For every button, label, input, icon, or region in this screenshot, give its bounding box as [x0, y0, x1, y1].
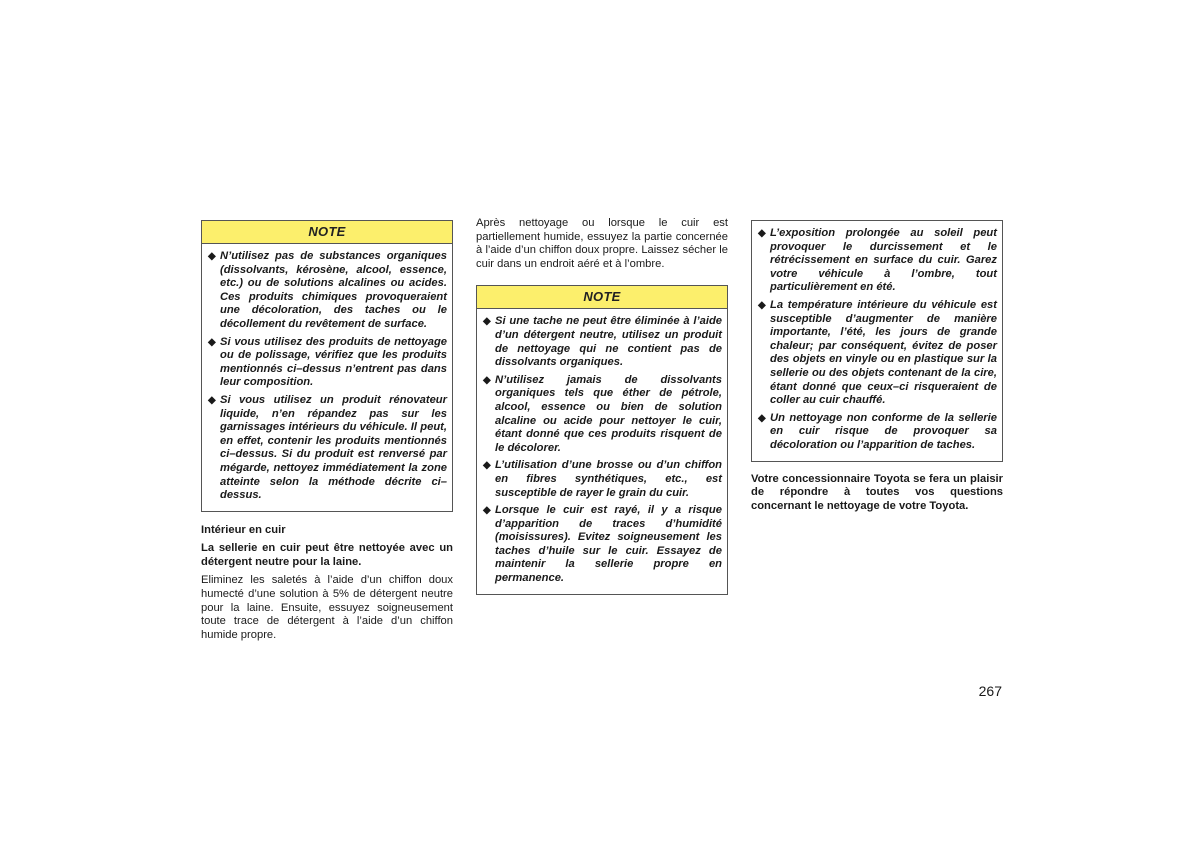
note-item — [208, 336, 447, 390]
note-item — [483, 315, 722, 369]
diamond-bullet-icon: ◆ — [208, 336, 216, 348]
note-item — [208, 394, 447, 503]
bold-paragraph: Votre concessionnaire Toyota se fera un plaisir de répondre à toutes vos questions concernant le nettoyage de votre Toyota. — [751, 472, 1003, 512]
diamond-bullet-icon: ◆ — [483, 505, 491, 517]
note-box-continued — [751, 220, 1003, 462]
note-item — [483, 459, 722, 500]
note-title: NOTE — [477, 286, 727, 309]
diamond-bullet-icon: ◆ — [758, 299, 766, 311]
page-number: 267 — [978, 683, 1002, 699]
diamond-bullet-icon: ◆ — [758, 412, 766, 424]
note-item-text: Lorsque le cuir est rayé, il y a risque d’apparition de traces d’humidité (moisissures). Evitez soigneusement les taches d’huile sur le cuir. Essayez de maintenir la sellerie propre en permanence. — [495, 504, 722, 585]
note-item-text: L’exposition prolongée au soleil peut provoquer le durcissement et le rétrécissement en surface du cuir. Garez votre véhicule à l’ombre, tout particulièrement en été. — [770, 227, 997, 294]
diamond-bullet-icon: ◆ — [483, 374, 491, 386]
note-item-text: Si une tache ne peut être éliminée à l’aide d’un détergent neutre, utilisez un produit de nettoyage qui ne contient pas de dissolvants organiques. — [495, 315, 722, 369]
diamond-bullet-icon: ◆ — [208, 394, 216, 406]
note-body — [477, 309, 727, 593]
column-2 — [476, 217, 728, 595]
note-item-text: La température intérieure du véhicule est susceptible d’augmenter de manière importante, l’été, les jours de grande chaleur; par conséquent, évitez de poser des objets en vinyle ou en plastique sur la sellerie ou des objets contenant de la cire, étant donné que ceux–ci risqueraient de coller au cuir chauffé. — [770, 298, 997, 407]
note-item — [758, 299, 997, 408]
diamond-bullet-icon: ◆ — [483, 316, 491, 328]
note-body — [202, 244, 452, 511]
note-item — [758, 412, 997, 453]
body-paragraph: Après nettoyage ou lorsque le cuir est partiellement humide, essuyez la partie concernée à l’aide d’un chiffon doux propre. Laissez sécher le cuir dans un endroit aéré et à l’ombre. — [476, 217, 728, 270]
diamond-bullet-icon: ◆ — [483, 460, 491, 472]
note-item-text: N’utilisez pas de substances organiques (dissolvants, kérosène, alcool, essence, etc.) ou de solutions alcalines ou acides. Ces produits chimiques provoqueraient une décoloration, des taches ou le décollement du revêtement de surface. — [220, 250, 447, 330]
note-item — [758, 227, 997, 295]
note-title: NOTE — [202, 221, 452, 244]
note-body — [752, 221, 1002, 461]
diamond-bullet-icon: ◆ — [208, 251, 216, 262]
note-item — [483, 504, 722, 586]
note-box-2 — [476, 285, 728, 594]
note-item-text: Si vous utilisez un produit rénovateur liquide, n’en répandez pas sur les garnissages intérieurs du véhicule. Il peut, en effet, contenir les produits mentionnés ci–dessus. Si du produit est renversé par mégarde, nettoyez immédiatement la zone atteinte selon la méthode décrite ci–dessus. — [220, 393, 447, 502]
note-item-text: L’utilisation d’une brosse ou d’un chiffon en fibres synthétiques, etc., est susceptible de rayer le grain du cuir. — [495, 459, 722, 499]
column-3 — [751, 220, 1003, 513]
section-subheading: Intérieur en cuir — [201, 523, 286, 536]
body-paragraph: Eliminez les saletés à l’aide d’un chiffon doux humecté d’une solution à 5% de détergent neutre pour la laine. Ensuite, essuyez soigneusement toute trace de détergent à l’aide d’un chiffon humide propre. — [201, 574, 453, 641]
note-box-1 — [201, 220, 453, 512]
note-item — [483, 374, 722, 456]
bold-paragraph: La sellerie en cuir peut être nettoyée avec un détergent neutre pour la laine. — [201, 542, 453, 568]
note-item-text: N’utilisez jamais de dissolvants organiques tels que éther de pétrole, alcool, essence ou bien de solution alcaline ou acide pour nettoyer le cuir, étant donné que ces produits risquent de le décolorer. — [495, 373, 722, 454]
note-item — [208, 250, 447, 332]
note-item-text: Si vous utilisez des produits de nettoyage ou de polissage, vérifiez que les produits mentionnés ci–dessus n’entrent pas dans leur composition. — [220, 335, 447, 389]
diamond-bullet-icon: ◆ — [758, 228, 766, 239]
column-1 — [201, 220, 453, 642]
note-item-text: Un nettoyage non conforme de la sellerie en cuir risque de provoquer sa décoloration ou l’apparition de taches. — [770, 411, 997, 451]
